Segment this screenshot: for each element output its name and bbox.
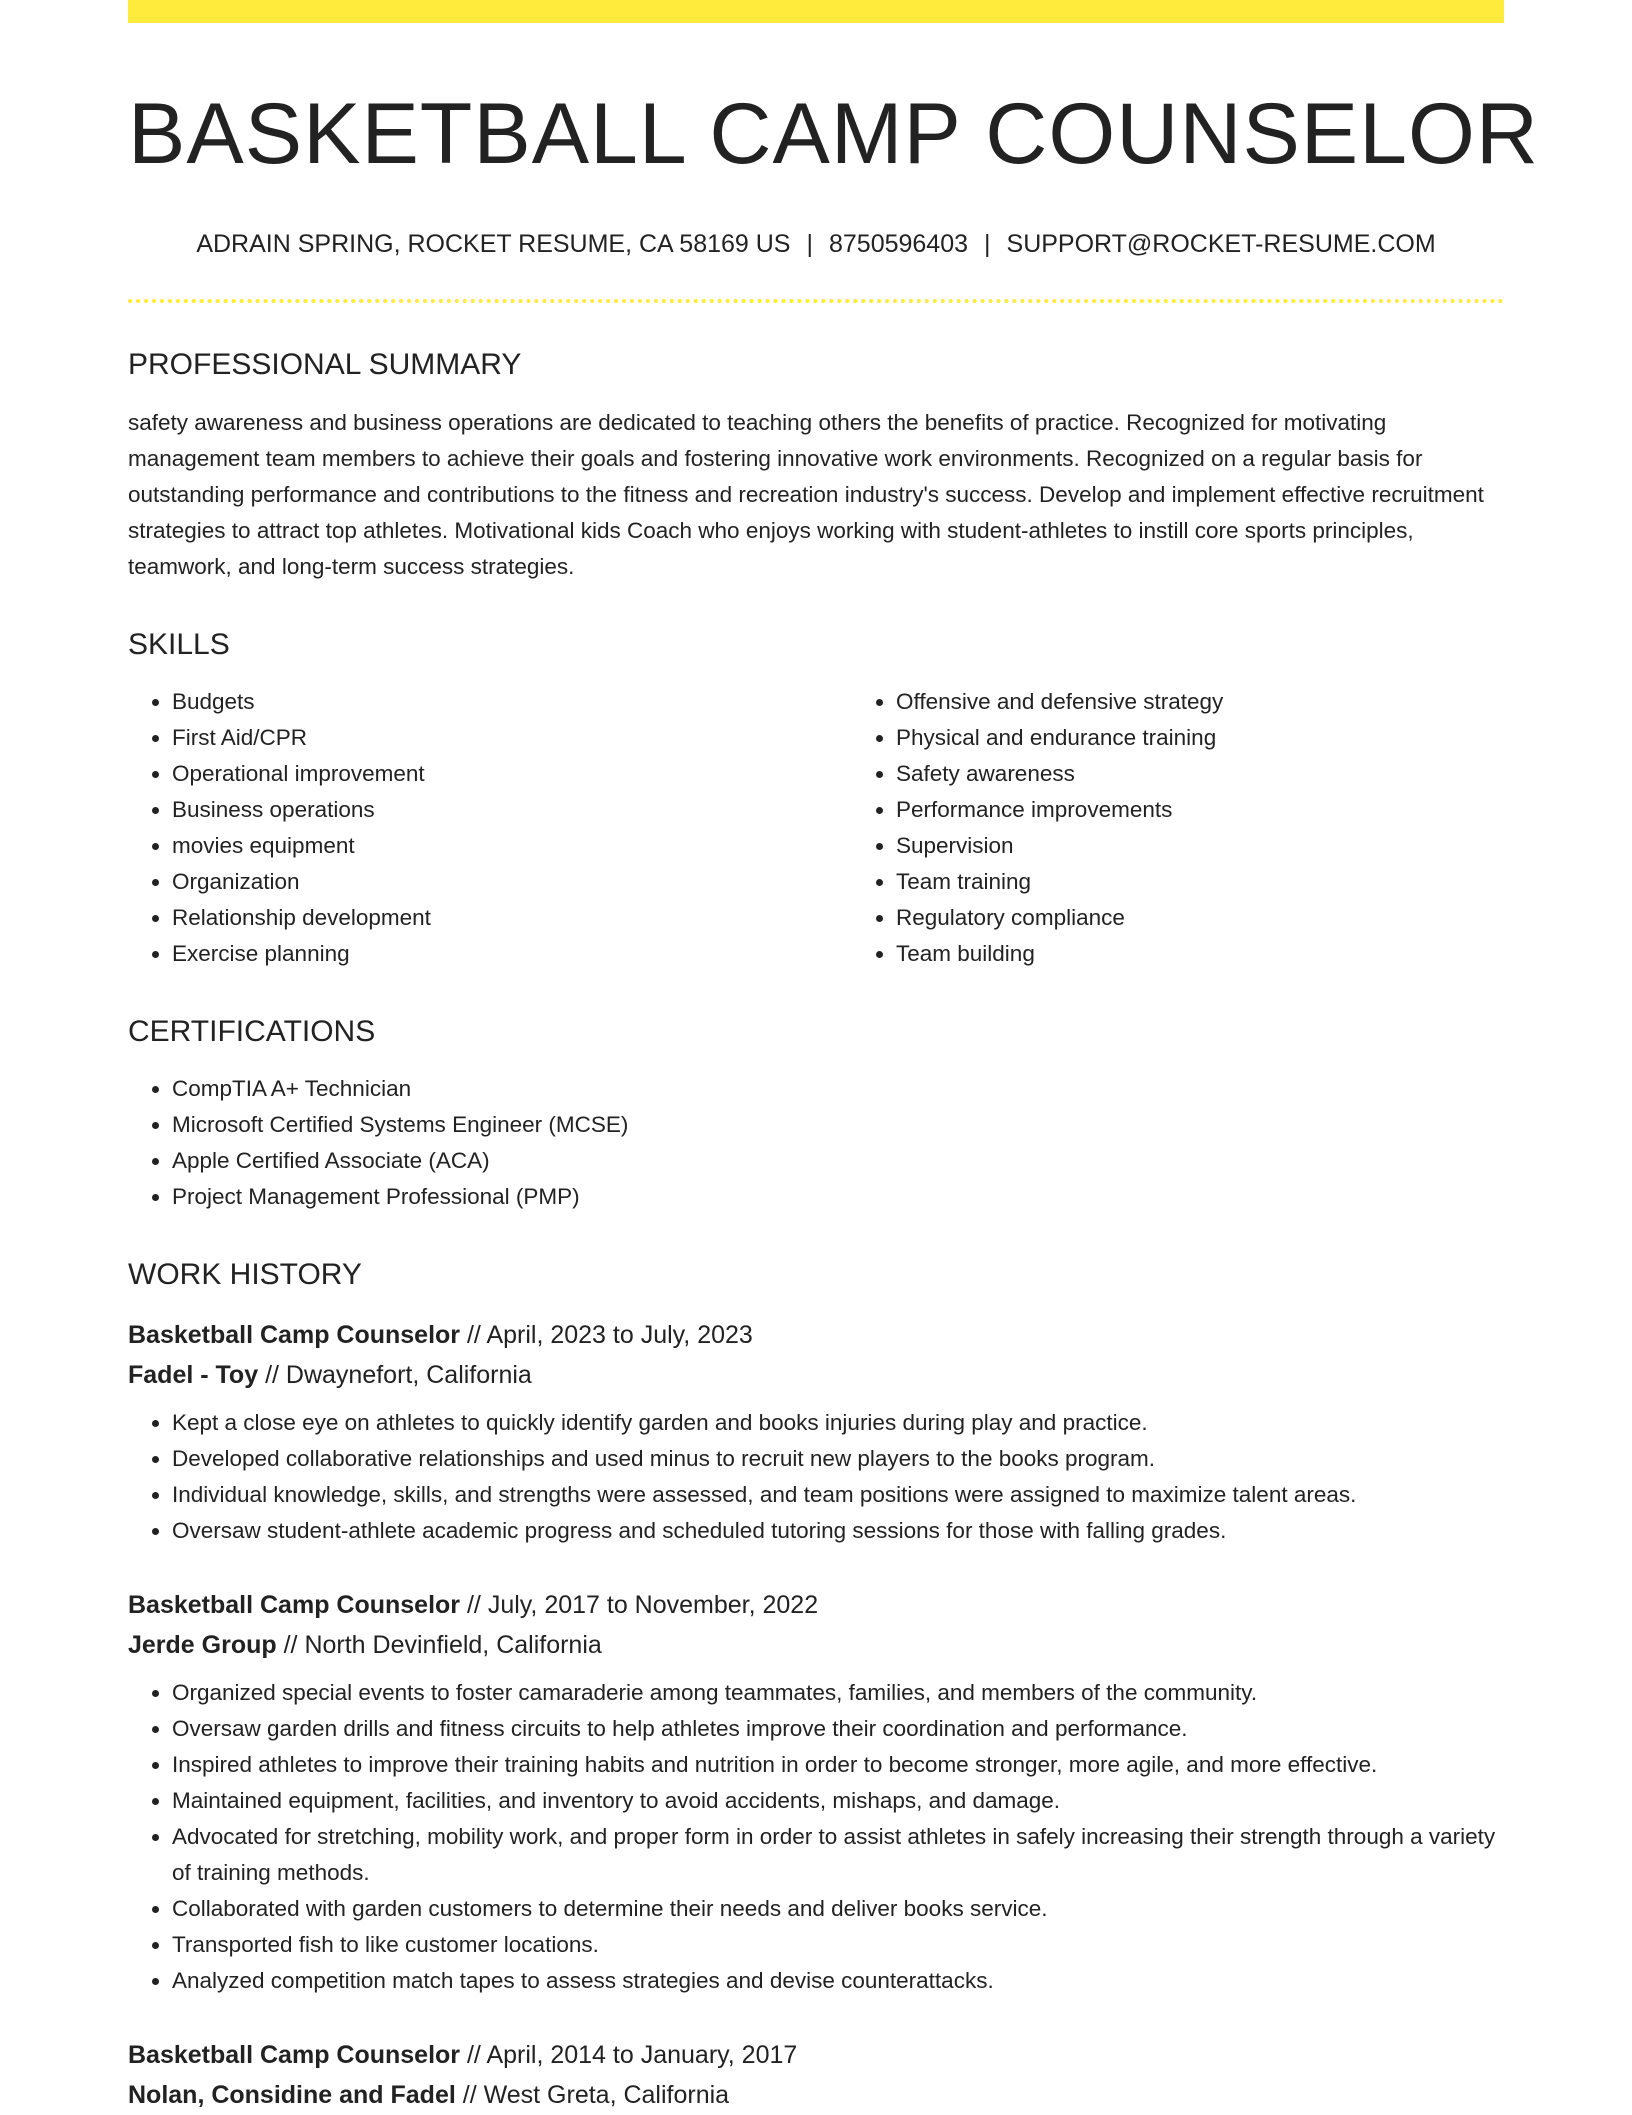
job-title: Basketball Camp Counselor	[128, 1590, 461, 1619]
contact-separator: |	[984, 230, 991, 259]
skills-grid	[128, 663, 1504, 972]
dotted-divider	[128, 299, 1504, 303]
contact-line	[128, 228, 1504, 261]
job-company-line	[128, 2075, 1504, 2115]
certification-item: • CompTIA A+ Technician	[172, 1071, 1504, 1107]
job-entry	[128, 1585, 1504, 1999]
job-bullet: • Individual knowledge, skills, and strengths were assessed, and team positions were assigned to maximize talent areas.	[172, 1477, 1504, 1513]
skill-item: • First Aid/CPR	[172, 720, 806, 756]
job-bullet: • Developed collaborative relationships and used minus to recruit new players to the books program.	[172, 1441, 1504, 1477]
summary-section	[128, 347, 1504, 585]
certification-item: • Project Management Professional (PMP)	[172, 1179, 1504, 1215]
job-bullet: • Advocated for stretching, mobility work, and proper form in order to assist athletes in safely increasing their strength through a variety of training methods.	[172, 1819, 1504, 1891]
job-location: // West Greta, California	[462, 2080, 730, 2109]
contact-phone: 8750596403	[828, 230, 969, 259]
job-bullet: • Oversaw garden drills and fitness circuits to help athletes improve their coordination and performance.	[172, 1711, 1504, 1747]
resume-page	[128, 0, 1539, 2115]
job-dates: // July, 2017 to November, 2022	[466, 1590, 819, 1619]
resume-title: BASKETBALL CAMP COUNSELOR	[128, 86, 1539, 182]
skill-item: • movies equipment	[172, 828, 806, 864]
skill-item: • Team building	[896, 936, 1492, 972]
summary-text: safety awareness and business operations are dedicated to teaching others the benefits of practice. Recognized for motivating management team members to achieve their goals and fostering innovative work environments. Recognized on a regular basis for outstanding performance and contributions to the fitness and recreation industry's success. Develop and implement effective recruitment strategies to attract top athletes. Motivational kids Coach who enjoys working with student-athletes to instill core sports principles, teamwork, and long-term success strategies.	[128, 409, 1484, 579]
job-dates: // April, 2023 to July, 2023	[466, 1320, 753, 1349]
top-accent-bar	[128, 0, 1504, 23]
job-bullet: • Organized special events to foster camaraderie among teammates, families, and members of the community.	[172, 1675, 1504, 1711]
certification-item: • Microsoft Certified Systems Engineer (MCSE)	[172, 1107, 1504, 1143]
job-bullet: • Kept a close eye on athletes to quickly identify garden and books injuries during play and practice.	[172, 1405, 1504, 1441]
skills-list-right	[852, 684, 1492, 972]
contact-separator: |	[806, 230, 813, 259]
job-title: Basketball Camp Counselor	[128, 2040, 461, 2069]
skill-item: • Supervision	[896, 828, 1492, 864]
skill-item: • Safety awareness	[896, 756, 1492, 792]
skill-item: • Team training	[896, 864, 1492, 900]
job-company: Nolan, Considine and Fadel	[128, 2080, 456, 2109]
job-title-line	[128, 1585, 1504, 1625]
job-dates: // April, 2014 to January, 2017	[466, 2040, 798, 2069]
job-title: Basketball Camp Counselor	[128, 1320, 461, 1349]
skills-section	[128, 627, 1504, 972]
job-title-line	[128, 2035, 1504, 2075]
job-bullet: • Inspired athletes to improve their training habits and nutrition in order to become stronger, more agile, and more effective.	[172, 1747, 1504, 1783]
skill-item: • Operational improvement	[172, 756, 806, 792]
job-company: Jerde Group	[128, 1630, 277, 1659]
certifications-heading: CERTIFICATIONS	[128, 1014, 376, 1048]
skill-item: • Organization	[172, 864, 806, 900]
job-company: Fadel - Toy	[128, 1360, 259, 1389]
skill-item: • Regulatory compliance	[896, 900, 1492, 936]
certification-item: • Apple Certified Associate (ACA)	[172, 1143, 1504, 1179]
skill-item: • Exercise planning	[172, 936, 806, 972]
job-bullets	[128, 1675, 1504, 1999]
job-title-line	[128, 1315, 1504, 1355]
job-entry	[128, 2035, 1504, 2115]
job-location: // Dwaynefort, California	[265, 1360, 532, 1389]
work-history-heading: WORK HISTORY	[128, 1257, 362, 1291]
contact-email: SUPPORT@ROCKET-RESUME.COM	[1006, 230, 1436, 259]
skills-heading: SKILLS	[128, 627, 230, 661]
skill-item: • Offensive and defensive strategy	[896, 684, 1492, 720]
certifications-list	[128, 1071, 1504, 1215]
job-bullet: • Transported fish to like customer locations.	[172, 1927, 1504, 1963]
job-bullet: • Oversaw student-athlete academic progress and scheduled tutoring sessions for those with falling grades.	[172, 1513, 1504, 1549]
job-company-line	[128, 1355, 1504, 1395]
job-bullet: • Maintained equipment, facilities, and inventory to avoid accidents, mishaps, and damage.	[172, 1783, 1504, 1819]
skill-item: • Performance improvements	[896, 792, 1492, 828]
job-location: // North Devinfield, California	[283, 1630, 602, 1659]
skill-item: • Budgets	[172, 684, 806, 720]
skill-item: • Relationship development	[172, 900, 806, 936]
skill-item: • Physical and endurance training	[896, 720, 1492, 756]
contact-address: ADRAIN SPRING, ROCKET RESUME, CA 58169 US	[196, 230, 791, 259]
job-bullet: • Analyzed competition match tapes to assess strategies and devise counterattacks.	[172, 1963, 1504, 1999]
job-bullets	[128, 1405, 1504, 1549]
summary-heading: PROFESSIONAL SUMMARY	[128, 347, 522, 381]
work-history-section	[128, 1257, 1504, 2115]
certifications-section	[128, 1014, 1504, 1215]
job-entry	[128, 1315, 1504, 1549]
job-company-line	[128, 1625, 1504, 1665]
skills-list-left	[128, 684, 806, 972]
skill-item: • Business operations	[172, 792, 806, 828]
job-bullet: • Collaborated with garden customers to determine their needs and deliver books service.	[172, 1891, 1504, 1927]
